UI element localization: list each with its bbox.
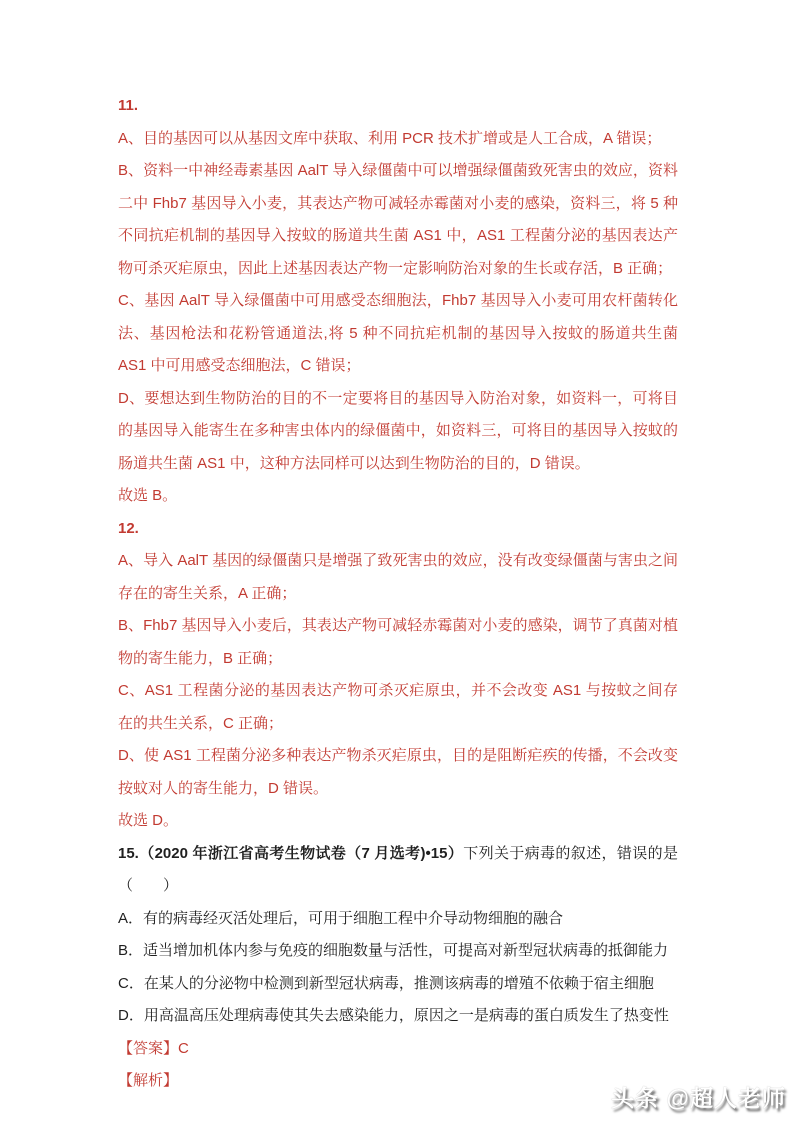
- q12-option-b-explanation: B、Fhb7 基因导入小麦后，其表达产物可减轻赤霉菌对小麦的感染，调节了真菌对植物的寄生能力，B 正确；: [118, 617, 678, 667]
- q11-option-a-explanation: A、目的基因可以从基因文库中获取、利用 PCR 技术扩增或是人工合成，A 错误；: [118, 129, 662, 147]
- q12-number: 12.: [118, 519, 139, 537]
- document-content: [118, 90, 678, 1098]
- q15-header: [118, 838, 678, 903]
- q15-option-b: B．适当增加机体内参与免疫的细胞数量与活性，可提高对新型冠状病毒的抵御能力: [118, 942, 669, 959]
- q15-question-text: 下列关于病毒的叙述，错误的是（ ）: [118, 844, 678, 894]
- q15-option-d: D．用高温高压处理病毒使其失去感染能力，原因之一是病毒的蛋白质发生了热变性: [118, 1007, 669, 1024]
- q11-option-b-explanation: B、资料一中神经毒素基因 AalT 导入绿僵菌中可以增强绿僵菌致死害虫的效应，资料二中 Fhb7 基因导入小麦，其表达产物可减轻赤霉菌对小麦的感染，资料三，将 5 种不同抗疟机制的基因导入按蚊的肠道共生菌 AS1 中，AS1 工程菌分泌的基因表达产物可杀灭疟原虫，因此上述基因表达产物一定影响防治对象的生长或存活，B 正确；: [118, 162, 678, 277]
- q12-option-c-explanation: C、AS1 工程菌分泌的基因表达产物可杀灭疟原虫，并不会改变 AS1 与按蚊之间存在的共生关系，C 正确；: [118, 682, 678, 732]
- q11-option-d-explanation: D、要想达到生物防治的目的不一定要将目的基因导入防治对象，如资料一，可将目的基因导入能寄生在多种害虫体内的绿僵菌中，如资料三，可将目的基因导入按蚊的肠道共生菌 AS1 中，这种方法同样可以达到生物防治的目的，D 错误。: [118, 389, 678, 472]
- q11-option-c-explanation: C、基因 AalT 导入绿僵菌中可用感受态细胞法，Fhb7 基因导入小麦可用农杆菌转化法、基因枪法和花粉管通道法,将 5 种不同抗疟机制的基因导入按蚊的肠道共生菌 AS1 中可用感受态细胞法，C 错误；: [118, 292, 678, 374]
- q11-conclusion: 故选 B。: [118, 487, 178, 504]
- q12-conclusion: 故选 D。: [118, 812, 179, 829]
- q15-analysis-label: 【解析】: [118, 1072, 179, 1089]
- q15-source-citation: 15.（2020 年浙江省高考生物试卷（7 月选考)•15）: [118, 844, 464, 862]
- q12-option-a-explanation: A、导入 AalT 基因的绿僵菌只是增强了致死害虫的效应，没有改变绿僵菌与害虫之间存在的寄生关系，A 正确；: [118, 552, 678, 602]
- q12-option-d-explanation: D、使 AS1 工程菌分泌多种表达产物杀灭疟原虫，目的是阻断疟疾的传播，不会改变按蚊对人的寄生能力，D 错误。: [118, 747, 678, 797]
- q11-number: 11.: [118, 97, 139, 114]
- q15-answer-label: 【答案】C: [118, 1039, 189, 1057]
- q15-option-a: A．有的病毒经灭活处理后，可用于细胞工程中介导动物细胞的融合: [118, 909, 564, 927]
- q15-option-c: C．在某人的分泌物中检测到新型冠状病毒，推测该病毒的增殖不依赖于宿主细胞: [118, 974, 654, 992]
- watermark: 头条 @超人老师: [611, 1085, 786, 1111]
